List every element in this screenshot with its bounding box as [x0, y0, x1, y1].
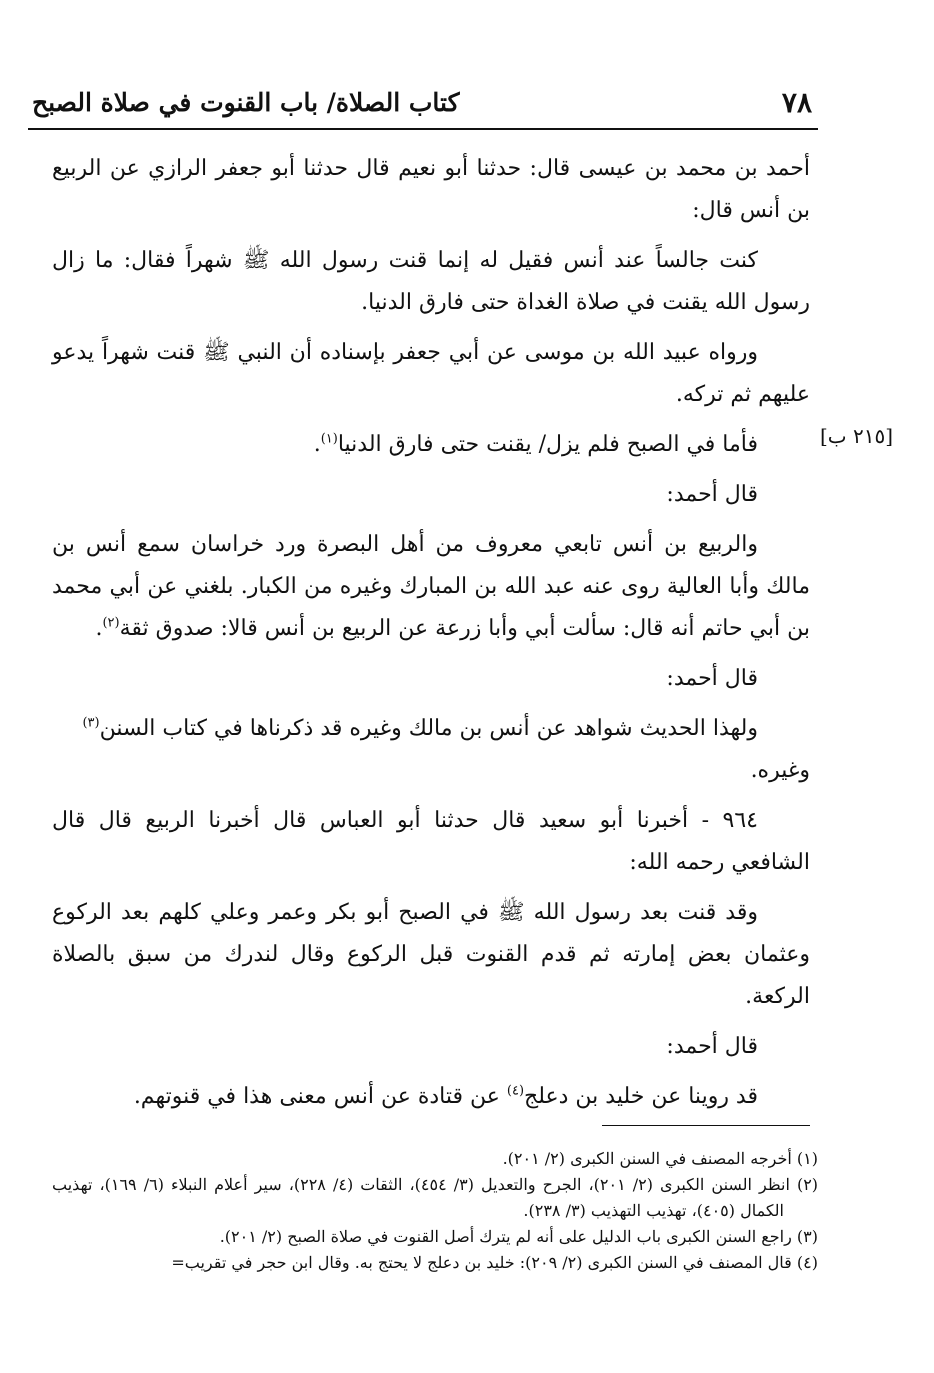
paragraph-hadith: كنت جالساً عند أنس فقيل له إنما قنت رسول الله ﷺ شهراً فقال: ما زال رسول الله يقنت في صلاة الغداة حتى فارق الدنيا. [52, 248, 810, 315]
period: . [95, 616, 103, 641]
paragraph-text: قد روينا عن خليد بن دعلج [524, 1084, 758, 1109]
main-text [52, 148, 810, 1126]
footnote-3: (٣) راجع السنن الكبرى باب الدليل على أنه لم يترك أصل القنوت في صلاة الصبح (٢/ ٢٠١). [219, 1227, 818, 1246]
paragraph-text: ولهذا الحديث شواهد عن أنس بن مالك وغيره قد ذكرناها في كتاب السنن [99, 716, 758, 741]
paragraph-text: والربيع بن أنس تابعي معروف من أهل البصرة ورد خراسان سمع أنس بن مالك وأبا العالية روى عنه عبد الله بن المبارك وغيره من الكبار. بلغني عن أبي محمد بن أبي حاتم أنه قال: سألت أبي وأبا زرعة عن الربيع بن أنس قالا: صدوق ثقة [52, 532, 810, 641]
footnotes [52, 1146, 818, 1276]
footnote-2: (٢) انظر السنن الكبرى (٢/ ٢٠١)، الجرح والتعديل (٣/ ٤٥٤)، الثقات (٤/ ٢٢٨)، سير أعلام النبلاء (٦/ ١٦٩)، تهذيب الكمال (٤٠٥)، تهذيب التهذيب (٣/ ٢٣٨). [52, 1175, 819, 1220]
paragraph-khulayd [52, 1076, 810, 1118]
paragraph-isnad: أحمد بن محمد بن عيسى قال: حدثنا أبو نعيم قال حدثنا أبو جعفر الرازي عن الربيع بن أنس قال: [52, 156, 810, 223]
qala-ahmad-3: قال أحمد: [666, 1034, 758, 1059]
period: . [313, 432, 321, 457]
qala-ahmad-2: قال أحمد: [666, 666, 758, 691]
paragraph-text: فأما في الصبح فلم يزل/ يقنت حتى فارق الدنيا [337, 432, 758, 457]
page-header [28, 86, 818, 126]
page-number: ٧٨ [781, 86, 812, 119]
footnote-separator [602, 1125, 810, 1126]
manuscript-folio-marker: [٢١٥ ب] [820, 424, 894, 448]
qala-ahmad-1: قال أحمد: [666, 482, 758, 507]
running-title: كتاب الصلاة/ باب القنوت في صلاة الصبح [32, 88, 460, 117]
paragraph-rabi [52, 524, 810, 650]
footnote-4: (٤) قال المصنف في السنن الكبرى (٢/ ٢٠٩): خليد بن دعلج لا يحتج به. وقال ابن حجر في تقريب= [171, 1253, 818, 1272]
paragraph-964: ٩٦٤ - أخبرنا أبو سعيد قال حدثنا أبو العباس قال أخبرنا الربيع قال قال الشافعي رحمه الله: [52, 808, 810, 875]
footnote-ref-4: (٤) [506, 1083, 525, 1099]
footnote-ref-1: (١) [320, 431, 338, 447]
footnote-1: (١) أخرجه المصنف في السنن الكبرى (٢/ ٢٠١). [502, 1149, 818, 1168]
paragraph-qunut: وقد قنت بعد رسول الله ﷺ في الصبح أبو بكر وعمر وعلي كلهم بعد الركوع وعثمان بعض إمارته ثم قدم القنوت قبل الركوع وقال لندرك من سبق بالصلاة الركعة. [52, 900, 810, 1009]
paragraph-shawahid [52, 708, 810, 792]
paragraph-text: وغيره. [750, 758, 810, 783]
paragraph-subh [52, 424, 810, 466]
header-rule [28, 128, 818, 130]
footnote-ref-3: (٣) [82, 715, 100, 731]
paragraph-riwaya: ورواه عبيد الله بن موسى عن أبي جعفر بإسناده أن النبي ﷺ قنت شهراً يدعو عليهم ثم تركه. [52, 340, 810, 407]
paragraph-text: عن قتادة عن أنس معنى هذا في قنوتهم. [133, 1084, 500, 1109]
footnote-ref-2: (٢) [102, 615, 120, 631]
